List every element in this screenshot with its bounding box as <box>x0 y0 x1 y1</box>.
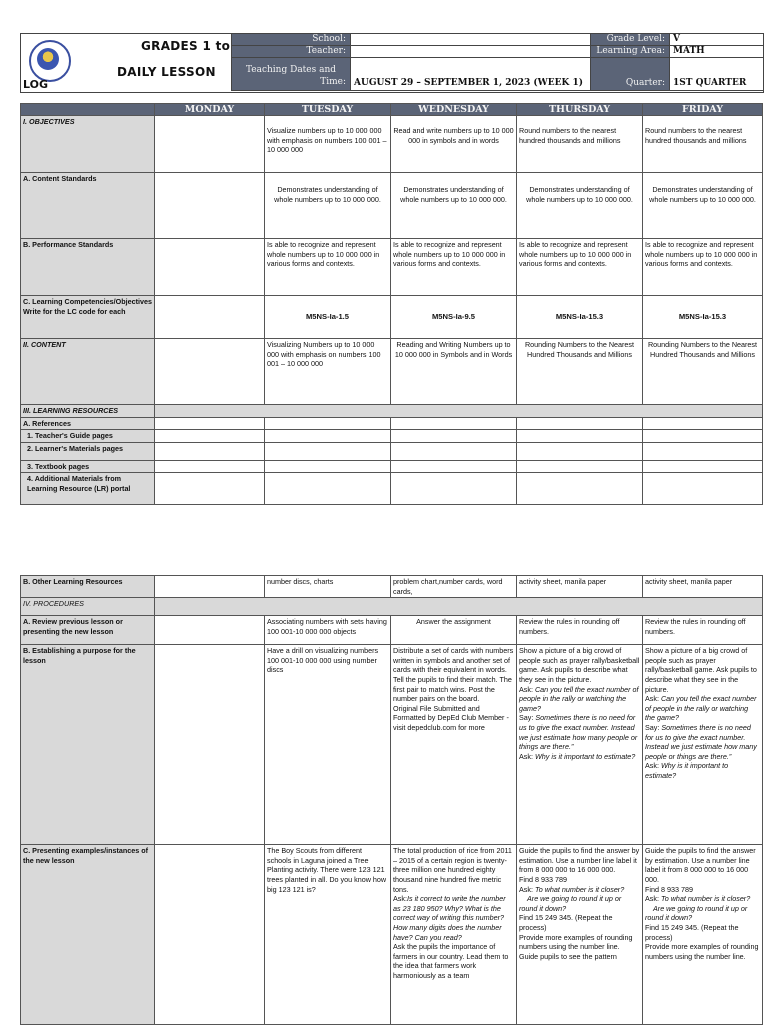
learning-area-label: Learning Area: <box>590 45 670 58</box>
competencies-label: C. Learning Competencies/Objectives Write for the LC code for each <box>21 296 155 339</box>
purpose-thu <box>517 645 643 845</box>
learning-area-value: MATH <box>669 45 764 58</box>
review-tue: Associating numbers with sets having 100 001-10 000 000 objects <box>265 616 391 645</box>
quarter-label: Quarter: <box>590 57 670 91</box>
competencies-thu: M5NS-Ia-15.3 <box>517 296 643 339</box>
objectives-mon <box>155 116 265 173</box>
lesson-table-top <box>20 103 763 505</box>
presenting-thu-find-2: Find 15 249 345. (Repeat the process) <box>519 913 613 932</box>
objectives-label: I. OBJECTIVES <box>21 116 155 173</box>
performance-standards-label: B. Performance Standards <box>21 239 155 296</box>
performance-standards-wed: Is able to recognize and represent whole numbers up to 10 000 000 in various forms and contexts. <box>391 239 517 296</box>
purpose-thu-ask-1: Ask: <box>519 684 535 694</box>
school-label: School: <box>231 33 351 46</box>
presenting-thu-more: Provide more examples of rounding numbers using the number line. <box>519 932 633 952</box>
performance-standards-fri: Is able to recognize and represent whole numbers up to 10 000 000 in various forms and contexts. <box>643 239 763 296</box>
purpose-fri-question-1: Can you tell the exact number of people in the rally or watching the game? <box>645 694 757 723</box>
objectives-thu: Round numbers to the nearest hundred thousands and millions <box>517 116 643 173</box>
competencies-mon <box>155 296 265 339</box>
content-standards-thu: Demonstrates understanding of whole numbers up to 10 000 000. <box>517 173 643 239</box>
resources-row <box>21 405 763 418</box>
content-mon <box>155 339 265 405</box>
presenting-fri-find-1: Find 8 933 789 <box>645 884 693 894</box>
review-fri: Review the rules in rounding off numbers. <box>643 616 763 645</box>
review-label: A. Review previous lesson or presenting the new lesson <box>21 616 155 645</box>
corner-cell <box>21 104 155 116</box>
tb-row <box>21 460 763 473</box>
purpose-tue: Have a drill on visualizing numbers 100 001-10 000 000 using number discs <box>265 645 391 845</box>
other-resources-label: B. Other Learning Resources <box>21 576 155 598</box>
procedures-row <box>21 598 763 616</box>
purpose-mon <box>155 645 265 845</box>
quarter-value: 1ST QUARTER <box>669 57 764 91</box>
day-monday: MONDAY <box>155 104 265 116</box>
other-resources-thu: activity sheet, manila paper <box>517 576 643 598</box>
content-standards-wed: Demonstrates understanding of whole numbers up to 10 000 000. <box>391 173 517 239</box>
resources-band <box>155 405 763 418</box>
purpose-wed <box>391 645 517 845</box>
presenting-thu-question-1: To what number is it closer? <box>534 884 625 894</box>
competencies-row <box>21 296 763 339</box>
lr-row <box>21 473 763 505</box>
objectives-wed: Read and write numbers up to 10 000 000 in symbols and in words <box>391 116 517 173</box>
review-wed: Answer the assignment <box>391 616 517 645</box>
content-standards-label: A. Content Standards <box>21 173 155 239</box>
purpose-thu-question-2: Why is it important to estimate? <box>534 751 636 761</box>
header-block <box>20 33 764 93</box>
dates-label <box>231 57 351 91</box>
day-friday: FRIDAY <box>643 104 763 116</box>
content-standards-tue: Demonstrates understanding of whole numbers up to 10 000 000. <box>265 173 391 239</box>
presenting-fri-question-2: Are we going to round it up or round it down? <box>645 903 748 923</box>
content-standards-fri: Demonstrates understanding of whole numbers up to 10 000 000. <box>643 173 763 239</box>
presenting-mon <box>155 845 265 1025</box>
presenting-wed-text-1: The total production of rice from 2011 – 2015 of a certain region is twenty-three million one hundred eighty thousand nine hundred five metric tons. <box>393 846 512 894</box>
title-line-1: GRADES 1 to <box>141 39 231 53</box>
purpose-thu-say: Say: <box>519 713 536 723</box>
objectives-fri: Round numbers to the nearest hundred thousands and millions <box>643 116 763 173</box>
tg-row <box>21 430 763 443</box>
content-standards-mon <box>155 173 265 239</box>
other-resources-row <box>21 576 763 598</box>
presenting-row <box>21 845 763 1025</box>
grade-level-value: V <box>669 33 764 46</box>
objectives-row <box>21 116 763 173</box>
purpose-thu-text-1: Show a picture of a big crowd of people such as prayer rally/basketball game. Ask pupils to describe what they see in the picture. <box>519 646 640 684</box>
presenting-thu <box>517 845 643 1025</box>
performance-standards-tue: Is able to recognize and represent whole numbers up to 10 000 000 in various forms and contexts. <box>265 239 391 296</box>
review-mon <box>155 616 265 645</box>
purpose-fri-say: Say: <box>645 722 662 732</box>
presenting-wed-ask: Ask: <box>393 894 407 904</box>
purpose-thu-ask-2: Ask: <box>519 751 535 761</box>
competencies-wed: M5NS-Ia-9.5 <box>391 296 517 339</box>
other-resources-wed: problem chart,number cards, word cards, <box>391 576 517 598</box>
content-tue: Visualizing Numbers up to 10 000 000 with emphasis on numbers 100 001 – 10 000 000 <box>265 339 391 405</box>
day-header-row <box>21 104 763 116</box>
purpose-fri-statement: Sometimes there is no need for us to give the exact number. Instead we just estimate how many people or things are there.” <box>645 722 757 761</box>
presenting-wed-question: Is it correct to write the number as 23 180 950? Why? What is the correct way of writing this number? How many digits does the number have? Can you read? <box>393 894 506 942</box>
lr-label: 4. Additional Materials from Learning Resource (LR) portal <box>21 473 155 505</box>
presenting-wed-text-2: Ask the pupils the importance of farmers in our country. Lead them to the idea that farmers work harmoniously as a team <box>393 942 509 980</box>
competencies-fri: M5NS-Ia-15.3 <box>643 296 763 339</box>
purpose-fri-ask-1: Ask: <box>645 694 661 704</box>
resources-label: III. LEARNING RESOURCES <box>21 405 155 418</box>
review-thu: Review the rules in rounding off numbers. <box>517 616 643 645</box>
tb-label: 3. Textbook pages <box>21 460 155 473</box>
purpose-fri-question-2: Why is it important to estimate? <box>645 761 729 780</box>
presenting-fri-ask: Ask: <box>645 894 661 904</box>
day-wednesday: WEDNESDAY <box>391 104 517 116</box>
purpose-wed-text: Distribute a set of cards with numbers written in symbols and another set of cards with their equivalent in words. Tell the pupils to find their match. The first pair to match wins. Post the number pairs on the board. <box>393 646 514 704</box>
purpose-thu-statement: Sometimes there is no need for us to give the exact number. Instead we just estimate how many people or things are there.” <box>519 713 638 752</box>
other-resources-fri: activity sheet, manila paper <box>643 576 763 598</box>
tg-label: 1. Teacher's Guide pages <box>21 430 155 443</box>
presenting-fri-more: Provide more examples of rounding numbers using the number line. <box>645 942 759 961</box>
procedures-band <box>155 598 763 616</box>
day-tuesday: TUESDAY <box>265 104 391 116</box>
other-resources-tue: number discs, charts <box>265 576 391 598</box>
performance-standards-thu: Is able to recognize and represent whole numbers up to 10 000 000 in various forms and contexts. <box>517 239 643 296</box>
content-standards-row <box>21 173 763 239</box>
content-row <box>21 339 763 405</box>
purpose-thu-question-1: Can you tell the exact number of people in the rally or watching the game? <box>519 684 639 713</box>
presenting-thu-guide: Guide pupils to see the pattern <box>519 951 617 961</box>
lm-label: 2. Learner's Materials pages <box>21 442 155 460</box>
purpose-row <box>21 645 763 845</box>
presenting-label: C. Presenting examples/instances of the new lesson <box>21 845 155 1025</box>
content-wed: Reading and Writing Numbers up to 10 000 000 in Symbols and in Words <box>391 339 517 405</box>
dates-label-line-1: Teaching Dates and <box>245 65 337 75</box>
teacher-label: Teacher: <box>231 45 351 58</box>
dates-value: AUGUST 29 – SEPTEMBER 1, 2023 (WEEK 1) <box>350 57 591 91</box>
purpose-fri-text-1: Show a picture of a big crowd of people such as prayer rally/basketball game. Ask pupils to describe what they see in the picture. <box>645 646 757 694</box>
presenting-thu-find-1: Find 8 933 789 <box>519 874 567 884</box>
lm-row <box>21 442 763 460</box>
deped-seal-icon <box>29 40 71 82</box>
grade-level-label: Grade Level: <box>590 33 670 46</box>
content-label: II. CONTENT <box>21 339 155 405</box>
title-line-3: LOG <box>23 78 48 91</box>
competencies-tue: M5NS-Ia-1.5 <box>265 296 391 339</box>
other-resources-mon <box>155 576 265 598</box>
presenting-tue: The Boy Scouts from different schools in Laguna joined a Tree Planting activity. There were 123 121 trees planted in all. Do you know how big 123 121 is? <box>265 845 391 1025</box>
content-thu: Rounding Numbers to the Nearest Hundred Thousands and Millions <box>517 339 643 405</box>
content-fri: Rounding Numbers to the Nearest Hundred Thousands and Millions <box>643 339 763 405</box>
procedures-label: IV. PROCEDURES <box>21 598 155 616</box>
dates-label-line-2: Time: <box>320 77 346 87</box>
presenting-fri-question-1: To what number is it closer? <box>660 894 751 904</box>
day-thursday: THURSDAY <box>517 104 643 116</box>
purpose-wed-credit: Original File Submitted and Formatted by DepEd Club Member - visit depedclub.com for more <box>393 703 509 732</box>
performance-standards-mon <box>155 239 265 296</box>
purpose-fri-ask-2: Ask: <box>645 761 661 771</box>
presenting-fri <box>643 845 763 1025</box>
review-row <box>21 616 763 645</box>
objectives-tue: Visualize numbers up to 10 000 000 with emphasis on numbers 100 001 – 10 000 000 <box>265 116 391 173</box>
presenting-fri-find-2: Find 15 249 345. (Repeat the process) <box>645 922 739 942</box>
references-row <box>21 417 763 430</box>
presenting-wed <box>391 845 517 1025</box>
purpose-label: B. Establishing a purpose for the lesson <box>21 645 155 845</box>
presenting-thu-ask: Ask: <box>519 884 535 894</box>
title-line-2: DAILY LESSON <box>117 65 216 79</box>
presenting-thu-question-2: Are we going to round it up or round it down? <box>519 894 622 913</box>
header-fields <box>231 33 764 91</box>
presenting-thu-text-1: Guide the pupils to find the answer by estimation. Use a number line label it from 8 000 000 to 16 000 000. <box>519 846 640 875</box>
lesson-table-bottom <box>20 575 763 1025</box>
presenting-fri-text-1: Guide the pupils to find the answer by estimation. Use a number line label it from 8 000 000 to 16 000 000. <box>645 846 756 884</box>
references-label: A. References <box>21 417 155 430</box>
performance-standards-row <box>21 239 763 296</box>
purpose-fri <box>643 645 763 845</box>
